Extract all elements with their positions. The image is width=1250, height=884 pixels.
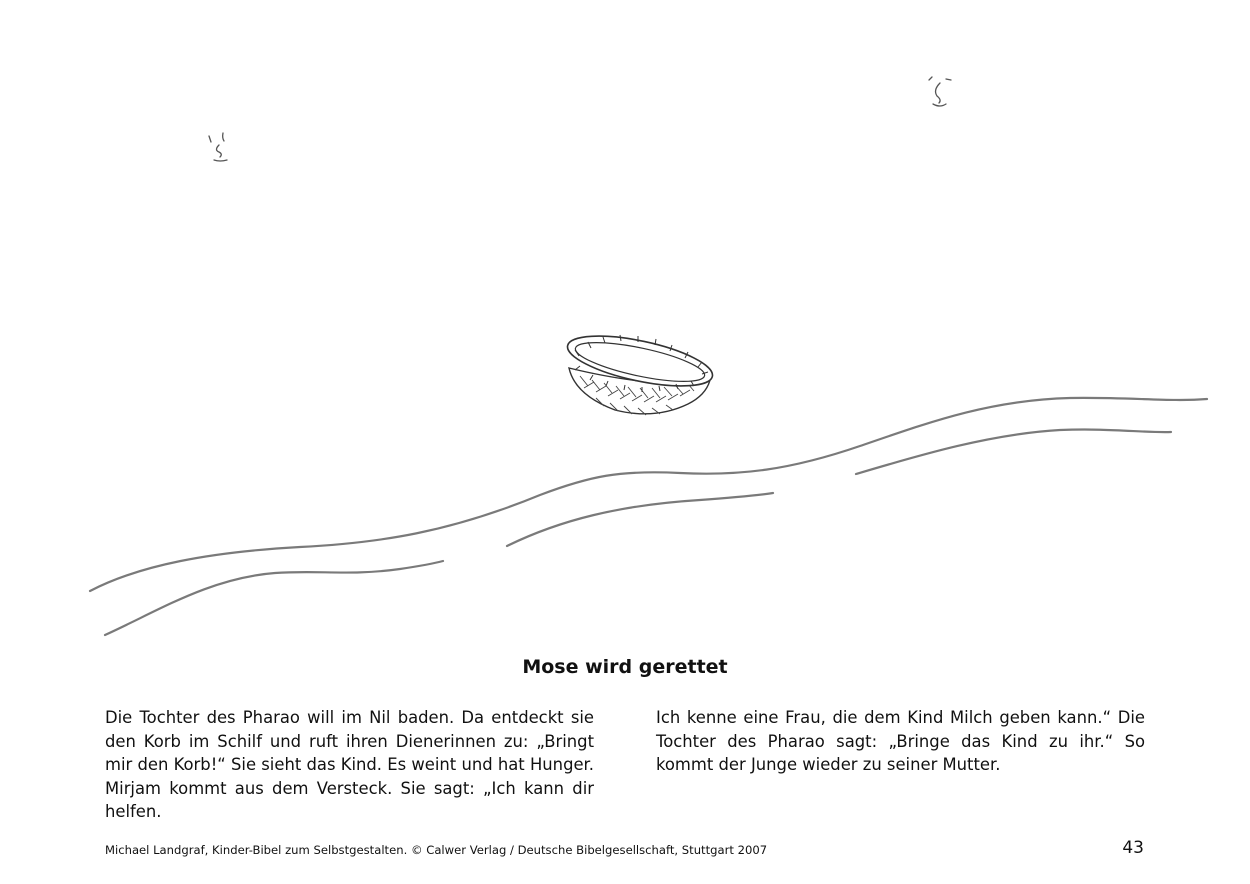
story-paragraph-left: Die Tochter des Pharao will im Nil baden. Da entdeckt sie den Korb im Schilf und ruft ihren Dienerinnen zu: „Bringt mir den Korb!“ Sie sieht das Kind. Es weint und hat Hunger. Mirjam kommt aus dem Versteck. Sie sagt: „Ich kann dir helfen. bbox=[105, 708, 594, 822]
river-icon bbox=[90, 398, 1207, 635]
face-sketch-right-icon bbox=[929, 77, 951, 106]
page-number: 43 bbox=[1122, 838, 1144, 858]
basket-icon bbox=[563, 326, 716, 415]
face-sketch-left-icon bbox=[209, 133, 227, 161]
story-paragraph-right: Ich kenne eine Frau, die dem Kind Milch geben kann.“ Die Tochter des Pharao sagt: „Bringe das Kind zu ihr.“ So kommt der Junge wieder zu seiner Mutter. bbox=[656, 708, 1145, 775]
page-title: Mose wird gerettet bbox=[522, 656, 728, 678]
footer-credit: Michael Landgraf, Kinder-Bibel zum Selbstgestalten. © Calwer Verlag / Deutsche Bibelgesellschaft, Stuttgart 2007 bbox=[105, 843, 768, 857]
